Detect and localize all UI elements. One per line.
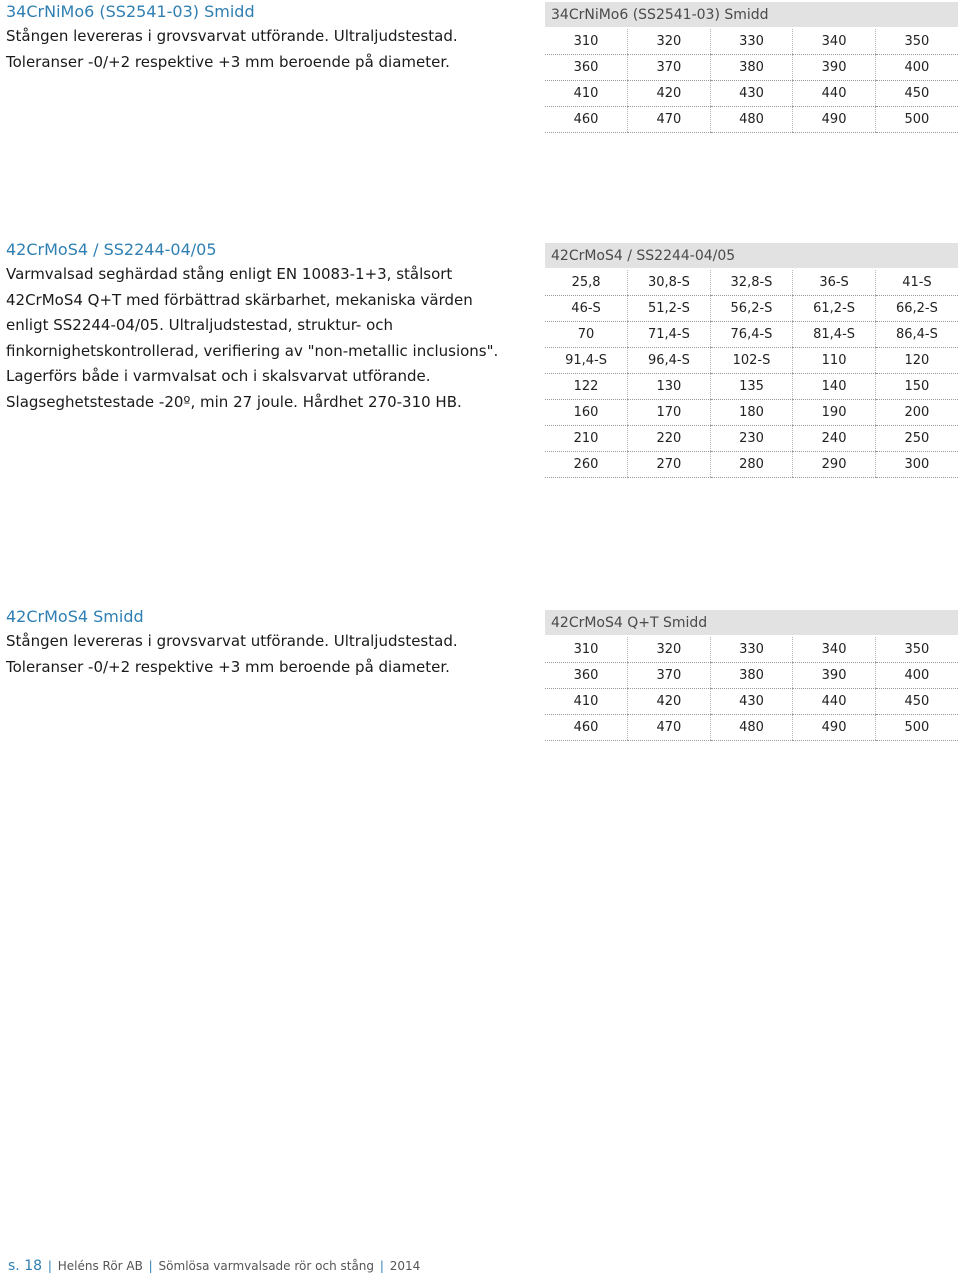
table-cell: 360 <box>545 663 628 689</box>
dimension-table <box>545 243 958 478</box>
table-cell: 56,2-S <box>710 296 793 322</box>
table-cell: 490 <box>793 107 876 133</box>
table-cell: 200 <box>875 400 958 426</box>
table-cell: 420 <box>628 81 711 107</box>
table-cell: 340 <box>793 28 876 55</box>
table-cell: 36-S <box>793 269 876 296</box>
table-row <box>545 322 958 348</box>
table-cell: 66,2-S <box>875 296 958 322</box>
table-row <box>545 296 958 322</box>
table-cell: 360 <box>545 55 628 81</box>
table-cell: 51,2-S <box>628 296 711 322</box>
section-42crmos4-smidd <box>6 605 511 680</box>
table-cell: 500 <box>875 715 958 741</box>
table-cell: 460 <box>545 715 628 741</box>
footer-divider: | <box>148 1259 153 1273</box>
table-cell: 380 <box>710 663 793 689</box>
table-row <box>545 55 958 81</box>
dimension-table <box>545 610 958 741</box>
table-cell: 280 <box>710 452 793 478</box>
table-cell: 390 <box>793 55 876 81</box>
section-text: Stången levereras i grovsvarvat utförande. Ultraljudstestad. Toleranser -0/+2 respektive +3 mm beroende på diameter. <box>6 632 458 676</box>
table-cell: 310 <box>545 28 628 55</box>
page-footer <box>8 1258 420 1274</box>
section-42crmos4-ss2244 <box>6 238 511 415</box>
table-row <box>545 689 958 715</box>
table-row <box>545 452 958 478</box>
table-row <box>545 107 958 133</box>
table-cell: 32,8-S <box>710 269 793 296</box>
table-cell: 220 <box>628 426 711 452</box>
dimension-table <box>545 2 958 133</box>
table-cell: 250 <box>875 426 958 452</box>
table-cell: 340 <box>793 636 876 663</box>
table-cell: 70 <box>545 322 628 348</box>
table-cell: 490 <box>793 715 876 741</box>
table-cell: 120 <box>875 348 958 374</box>
table-header: 42CrMoS4 Q+T Smidd <box>545 610 958 636</box>
table-row <box>545 426 958 452</box>
table-cell: 320 <box>628 28 711 55</box>
table-cell: 470 <box>628 107 711 133</box>
table-row <box>545 636 958 663</box>
table-cell: 46-S <box>545 296 628 322</box>
table-row <box>545 374 958 400</box>
table-cell: 430 <box>710 81 793 107</box>
table-cell: 370 <box>628 55 711 81</box>
table-cell: 230 <box>710 426 793 452</box>
footer-divider: | <box>47 1259 52 1273</box>
table-cell: 30,8-S <box>628 269 711 296</box>
table-cell: 270 <box>628 452 711 478</box>
table-cell: 390 <box>793 663 876 689</box>
table-cell: 130 <box>628 374 711 400</box>
table-row <box>545 715 958 741</box>
table-cell: 350 <box>875 28 958 55</box>
table-cell: 102-S <box>710 348 793 374</box>
footer-publication: Sömlösa varmvalsade rör och stång <box>158 1259 375 1273</box>
table-cell: 25,8 <box>545 269 628 296</box>
table-row <box>545 81 958 107</box>
table-cell: 480 <box>710 107 793 133</box>
table-cell: 330 <box>710 636 793 663</box>
section-text: Varmvalsad seghärdad stång enligt EN 10083-1+3, stålsort 42CrMoS4 Q+T med förbättrad skärbarhet, mekaniska värden enligt SS2244-04/05. Ultraljudstestad, struktur- och finkornighetskontrollerad, verifiering av "non-metallic inclusions". Lagerförs både i varmvalsat och i skalsvarvat utförande. Slagseghetstestade -20º, min 27 joule. Hårdhet 270-310 HB. <box>6 265 499 411</box>
table-cell: 91,4-S <box>545 348 628 374</box>
table-cell: 122 <box>545 374 628 400</box>
table-cell: 180 <box>710 400 793 426</box>
table-cell: 210 <box>545 426 628 452</box>
footer-divider: | <box>379 1259 384 1273</box>
table-cell: 440 <box>793 81 876 107</box>
table-cell: 320 <box>628 636 711 663</box>
table-row <box>545 348 958 374</box>
table-cell: 450 <box>875 689 958 715</box>
table-cell: 400 <box>875 663 958 689</box>
table-cell: 170 <box>628 400 711 426</box>
table-cell: 380 <box>710 55 793 81</box>
table-cell: 410 <box>545 689 628 715</box>
table-cell: 96,4-S <box>628 348 711 374</box>
table-cell: 430 <box>710 689 793 715</box>
page-number: s. 18 <box>8 1258 43 1274</box>
section-title: 42CrMoS4 / SS2244-04/05 <box>6 240 217 259</box>
table-cell: 110 <box>793 348 876 374</box>
table-cell: 81,4-S <box>793 322 876 348</box>
table-cell: 135 <box>710 374 793 400</box>
table-cell: 310 <box>545 636 628 663</box>
table-cell: 330 <box>710 28 793 55</box>
table-cell: 460 <box>545 107 628 133</box>
table-cell: 480 <box>710 715 793 741</box>
table-cell: 300 <box>875 452 958 478</box>
table-cell: 41-S <box>875 269 958 296</box>
table-cell: 290 <box>793 452 876 478</box>
section-text: Stången levereras i grovsvarvat utförande. Ultraljudstestad. Toleranser -0/+2 respektive +3 mm beroende på diameter. <box>6 27 458 71</box>
footer-company: Heléns Rör AB <box>57 1259 143 1273</box>
table-row <box>545 269 958 296</box>
table-cell: 86,4-S <box>875 322 958 348</box>
section-34crnimo6-smidd <box>6 0 511 75</box>
table-cell: 61,2-S <box>793 296 876 322</box>
table-row <box>545 28 958 55</box>
section-title: 42CrMoS4 Smidd <box>6 607 144 626</box>
table-cell: 420 <box>628 689 711 715</box>
table-cell: 370 <box>628 663 711 689</box>
table-cell: 71,4-S <box>628 322 711 348</box>
table-cell: 410 <box>545 81 628 107</box>
footer-year: 2014 <box>389 1259 421 1273</box>
table-cell: 440 <box>793 689 876 715</box>
table-cell: 150 <box>875 374 958 400</box>
table-cell: 260 <box>545 452 628 478</box>
table-cell: 470 <box>628 715 711 741</box>
table-cell: 160 <box>545 400 628 426</box>
table-header: 42CrMoS4 / SS2244-04/05 <box>545 243 958 269</box>
table-row <box>545 663 958 689</box>
table-cell: 500 <box>875 107 958 133</box>
table-header: 34CrNiMo6 (SS2541-03) Smidd <box>545 2 958 28</box>
table-cell: 450 <box>875 81 958 107</box>
table-cell: 240 <box>793 426 876 452</box>
section-title: 34CrNiMo6 (SS2541-03) Smidd <box>6 2 255 21</box>
table-cell: 350 <box>875 636 958 663</box>
table-row <box>545 400 958 426</box>
table-cell: 140 <box>793 374 876 400</box>
table-cell: 400 <box>875 55 958 81</box>
table-cell: 76,4-S <box>710 322 793 348</box>
table-cell: 190 <box>793 400 876 426</box>
